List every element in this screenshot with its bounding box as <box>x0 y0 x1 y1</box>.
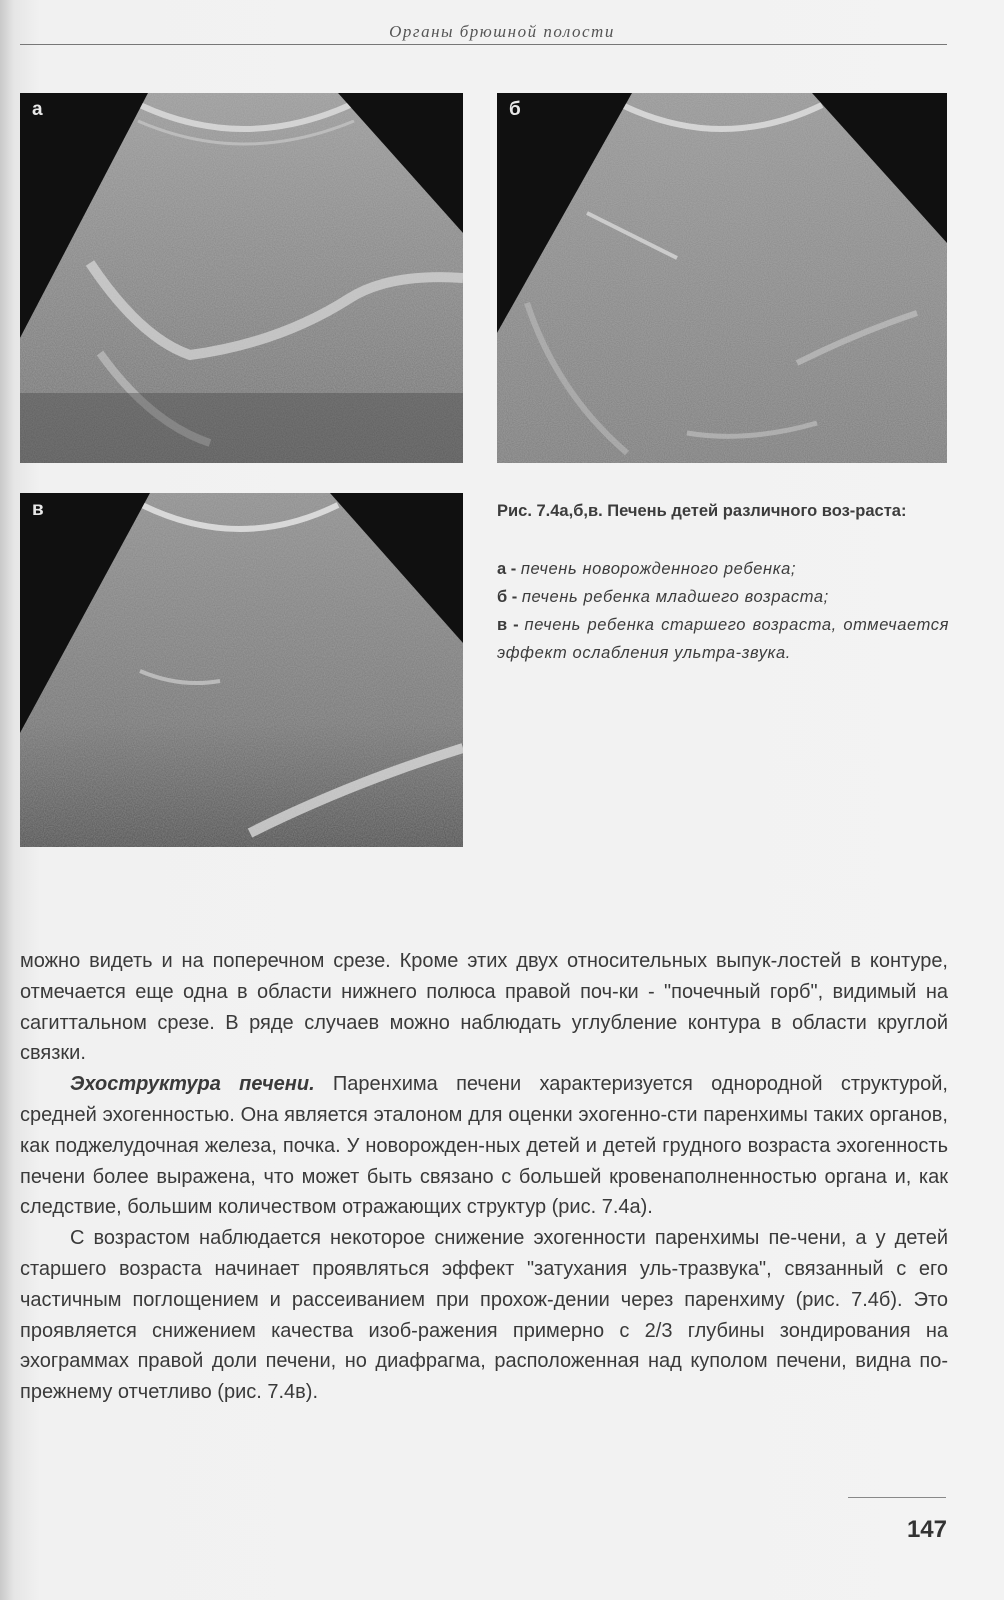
figure-caption <box>497 497 949 667</box>
caption-item-a <box>497 555 949 583</box>
paragraph-3: С возрастом наблюдается некоторое снижение эхогенности паренхимы пе-чени, а у детей старшего возраста начинает проявляться эффект "затухания уль-тразвука", связанный с его частичным поглощением и рассеиванием при прохож-дении через паренхиму (рис. 7.4б). Это проявляется снижением качества изоб-ражения примерно с 2/3 глубины зондирования на эхограммах правой доли печени, но диафрагма, расположенная над куполом печени, видна по-прежнему отчетливо (рис. 7.4в). <box>20 1227 948 1404</box>
running-header: Органы брюшной полости <box>389 22 615 41</box>
ultrasound-image-v <box>20 493 463 847</box>
ultrasound-image-a <box>20 93 463 463</box>
footer-rule <box>848 1497 946 1498</box>
caption-text-a: печень новорожденного ребенка; <box>520 560 797 578</box>
panel-label-b: б <box>509 99 521 120</box>
paragraph-2-text: Паренхима печени характеризуется однородной структурой, средней эхогенностью. Она является эталоном для оценки эхогенно-сти паренхимы таких органов, как поджелудочная железа, почка. У новорожден-ных детей и детей грудного возраста эхогенность печени более выражена, что может быть связано с большей кровенаполненностью органа и, как следствие, большим количеством отражающих структур (рис. 7.4а). <box>20 1073 948 1219</box>
caption-item-v <box>497 611 949 667</box>
caption-key-a: а - <box>497 560 517 578</box>
ultrasound-image-b <box>497 93 947 463</box>
panel-label-a: а <box>32 99 43 120</box>
paragraph-1: можно видеть и на поперечном срезе. Кроме этих двух относительных выпук-лостей в контуре, отмечается еще одна в области нижнего полюса правой поч-ки - "почечный горб", видимый на сагиттальном срезе. В ряде случаев можно наблюдать углубление контура в области круглой связки. <box>20 950 948 1065</box>
paragraph-2-run-in-heading: Эхоструктура печени. <box>70 1073 315 1096</box>
caption-text-v: печень ребенка старшего возраста, отмечается эффект ослабления ультра-звука. <box>497 616 949 662</box>
caption-text-b: печень ребенка младшего возраста; <box>521 588 829 606</box>
panel-label-v: в <box>32 499 44 520</box>
body-text <box>20 946 948 1408</box>
caption-item-b <box>497 583 949 611</box>
caption-key-b: б - <box>497 588 518 606</box>
header-rule <box>20 44 947 45</box>
caption-key-v: в - <box>497 616 519 634</box>
paragraph-2 <box>20 1069 948 1223</box>
caption-title: Рис. 7.4а,б,в. Печень детей различного воз-раста: <box>497 502 907 520</box>
page-number: 147 <box>906 1516 947 1543</box>
